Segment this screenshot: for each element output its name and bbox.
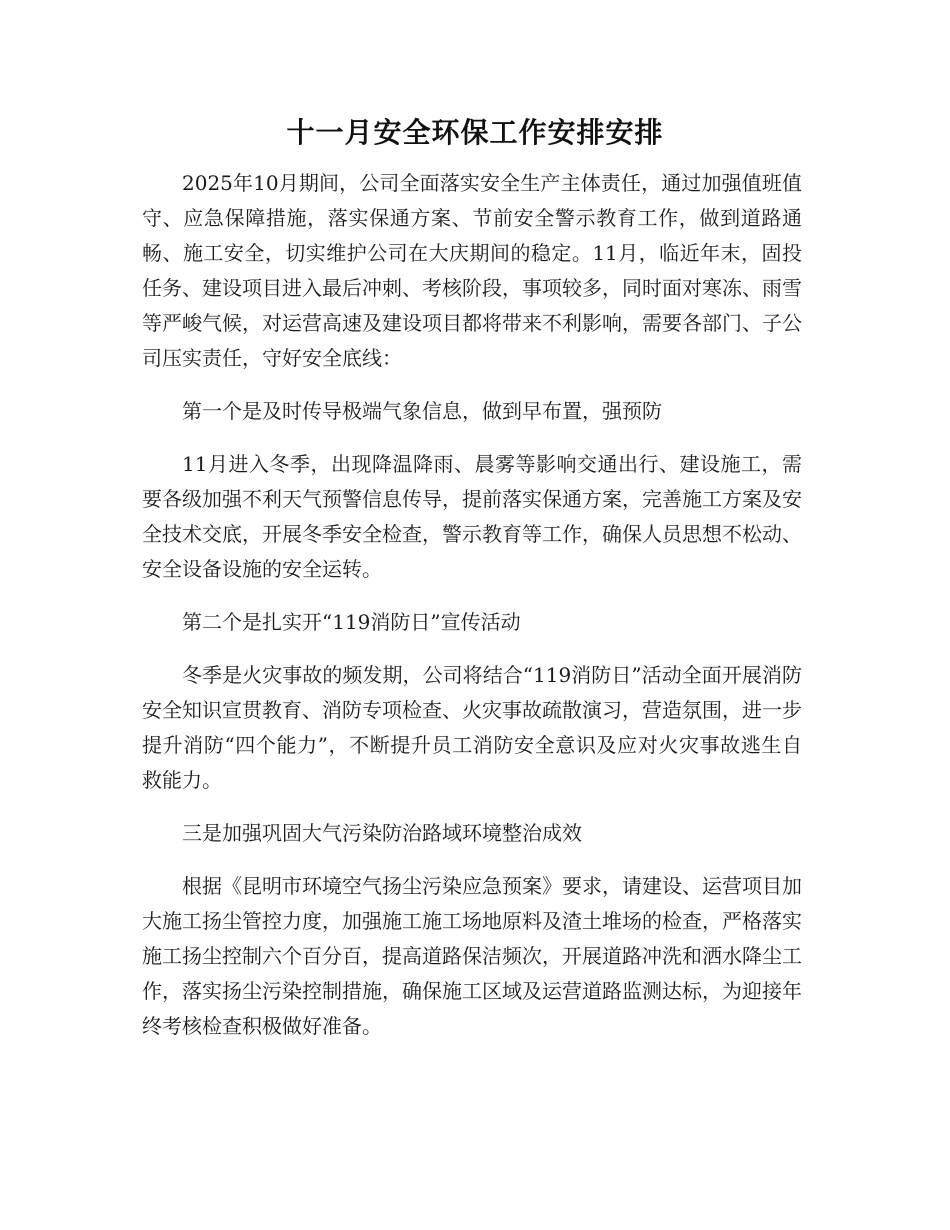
section-heading-2: 第二个是扎实开“119消防日”宣传活动 [182, 610, 521, 634]
paragraph-dust-control: 根据《昆明市环境空气扬尘污染应急预案》要求，请建设、运营项目加大施工扬尘管控力度，加强施工施工场地原料及渣土堆场的检查，严格落实施工扬尘控制六个百分百，提高道路保洁频次，开展道路冲洗和洒水降尘工作，落实扬尘污染控制措施，确保施工区域及运营道路监测达标，为迎接年终考核检查积极做好准备。 [142, 874, 802, 1038]
section-heading-1: 第一个是及时传导极端气象信息，做到早布置，强预防 [182, 399, 662, 423]
paragraph-intro: 2025年10月期间，公司全面落实安全生产主体责任，通过加强值班值守、应急保障措施，落实保通方案、节前安全警示教育工作，做到道路通畅、施工安全，切实维护公司在大庆期间的稳定。11月，临近年末，固投任务、建设项目进入最后冲刺、考核阶段，事项较多，同时面对寒冻、雨雪等严峻气候，对运营高速及建设项目都将带来不利影响，需要各部门、子公司压实责任，守好安全底线： [142, 171, 802, 370]
paragraph-fire-safety: 冬季是火灾事故的频发期，公司将结合“119消防日”活动全面开展消防安全知识宣贯教育、消防专项检查、火灾事故疏散演习，营造氛围，进一步提升消防“四个能力”，不断提升员工消防安全意识及应对火灾事故逃生自救能力。 [142, 663, 802, 792]
section-heading-3: 三是加强巩固大气污染防治路域环境整治成效 [182, 821, 582, 845]
paragraph-weather: 11月进入冬季，出现降温降雨、晨雾等影响交通出行、建设施工，需要各级加强不利天气预警信息传导，提前落实保通方案，完善施工方案及安全技术交底，开展冬季安全检查，警示教育等工作，确保人员思想不松动、安全设备设施的安全运转。 [142, 452, 802, 581]
document-title: 十一月安全环保工作安排安排 [286, 116, 664, 149]
document-body [142, 166, 802, 1044]
